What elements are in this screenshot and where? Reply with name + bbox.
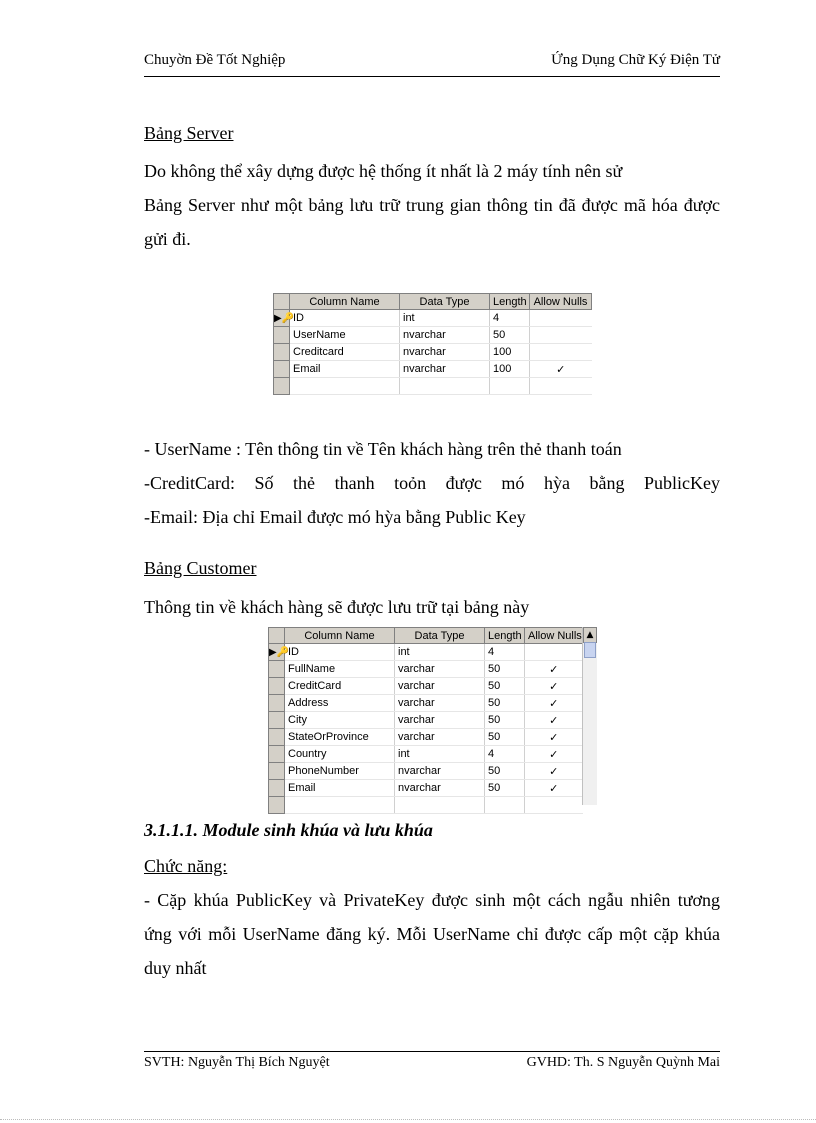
cell-column-name[interactable]: CreditCard (285, 678, 395, 695)
server-section-title: Bảng Server (144, 123, 234, 143)
row-selector[interactable] (269, 729, 285, 746)
cell-data-type[interactable]: int (395, 746, 485, 763)
table-row[interactable] (269, 661, 583, 678)
field-desc-email: -Email: Địa chỉ Email được mó hỳa bằng Public Key (144, 507, 526, 527)
column-header-allow-nulls[interactable]: Allow Nulls (530, 294, 592, 310)
cell-data-type[interactable]: nvarchar (400, 361, 490, 378)
cell-data-type[interactable]: int (400, 310, 490, 327)
cell-data-type[interactable]: int (395, 644, 485, 661)
cell-column-name[interactable]: Country (285, 746, 395, 763)
row-selector[interactable] (274, 327, 290, 344)
column-header-length[interactable]: Length (490, 294, 530, 310)
cell-data-type[interactable]: varchar (395, 695, 485, 712)
cell-allow-nulls[interactable] (530, 378, 592, 395)
header-left-title: Chuyờn Đề Tốt Nghiệp (144, 52, 286, 68)
server-desc-line3: gửi đi. (144, 229, 191, 249)
cell-allow-nulls[interactable] (530, 344, 592, 361)
cell-data-type[interactable]: varchar (395, 661, 485, 678)
cell-data-type[interactable]: varchar (395, 678, 485, 695)
cell-allow-nulls[interactable]: ✓ (525, 746, 583, 763)
cell-column-name[interactable]: PhoneNumber (285, 763, 395, 780)
cell-length[interactable]: 100 (490, 361, 530, 378)
table-row[interactable] (274, 378, 592, 395)
column-header-type[interactable]: Data Type (395, 628, 485, 644)
column-header-name[interactable]: Column Name (290, 294, 400, 310)
footer-student: SVTH: Nguyễn Thị Bích Nguyệt (144, 1055, 330, 1070)
scrollbar-thumb[interactable] (584, 642, 596, 658)
cell-length[interactable]: 50 (485, 763, 525, 780)
table-row[interactable] (269, 746, 583, 763)
table-row[interactable] (274, 361, 592, 378)
server-desc-line2: Bảng Server như một bảng lưu trữ trung gian thông tin đã được mã hóa được (144, 195, 720, 215)
row-selector[interactable] (269, 661, 285, 678)
table-row[interactable] (274, 327, 592, 344)
customer-grid-scrollbar[interactable] (582, 627, 597, 805)
header-rule (144, 76, 720, 77)
server-table-header-row (274, 294, 592, 310)
row-selector[interactable] (269, 763, 285, 780)
cell-data-type[interactable]: nvarchar (395, 763, 485, 780)
row-selector[interactable] (269, 797, 285, 814)
cell-allow-nulls[interactable]: ✓ (525, 763, 583, 780)
cell-length[interactable]: 4 (490, 310, 530, 327)
cell-allow-nulls[interactable] (525, 644, 583, 661)
cell-column-name[interactable]: City (285, 712, 395, 729)
cell-allow-nulls[interactable]: ✓ (525, 678, 583, 695)
cell-length[interactable]: 50 (485, 695, 525, 712)
row-selector-header (269, 628, 285, 644)
table-row[interactable] (269, 780, 583, 797)
row-selector[interactable] (269, 746, 285, 763)
row-selector[interactable] (274, 361, 290, 378)
table-row[interactable] (269, 729, 583, 746)
server-table-design-grid (273, 293, 592, 395)
cell-length[interactable]: 50 (485, 661, 525, 678)
row-selector[interactable] (274, 378, 290, 395)
function-subheading: Chức năng: (144, 856, 228, 876)
cell-column-name[interactable]: StateOrProvince (285, 729, 395, 746)
module-desc-line3: duy nhất (144, 958, 207, 978)
row-selector[interactable] (269, 695, 285, 712)
cell-column-name[interactable] (290, 378, 400, 395)
field-desc-username: - UserName : Tên thông tin về Tên khách hàng trên thẻ thanh toán (144, 439, 622, 459)
cell-column-name[interactable]: FullName (285, 661, 395, 678)
cell-column-name[interactable]: ID (285, 644, 395, 661)
cell-allow-nulls[interactable] (525, 797, 583, 814)
table-row[interactable] (269, 678, 583, 695)
footer-advisor: GVHD: Th. S Nguyễn Quỳnh Mai (526, 1055, 720, 1070)
row-selector[interactable] (269, 780, 285, 797)
cell-length[interactable]: 50 (485, 729, 525, 746)
footer-rule (144, 1051, 720, 1052)
cell-column-name[interactable]: Address (285, 695, 395, 712)
cell-data-type[interactable]: nvarchar (400, 327, 490, 344)
cell-data-type[interactable] (395, 797, 485, 814)
cell-length[interactable] (485, 797, 525, 814)
row-selector[interactable]: ▶🔑 (269, 644, 285, 661)
customer-table-header-row (269, 628, 583, 644)
cell-data-type[interactable]: varchar (395, 729, 485, 746)
cell-allow-nulls[interactable] (530, 327, 592, 344)
cell-allow-nulls[interactable]: ✓ (525, 695, 583, 712)
header-right-title: Ứng Dụng Chữ Ký Điện Tử (551, 52, 720, 68)
table-row[interactable] (269, 763, 583, 780)
cell-length[interactable]: 50 (490, 327, 530, 344)
customer-section-title: Bảng Customer (144, 558, 257, 578)
table-row[interactable] (274, 344, 592, 361)
column-header-length[interactable]: Length (485, 628, 525, 644)
cell-allow-nulls[interactable]: ✓ (525, 661, 583, 678)
cell-allow-nulls[interactable]: ✓ (525, 712, 583, 729)
cell-data-type[interactable]: nvarchar (395, 780, 485, 797)
customer-table-design-grid (268, 627, 583, 814)
cell-allow-nulls[interactable]: ✓ (525, 729, 583, 746)
cell-length[interactable]: 50 (485, 780, 525, 797)
table-row[interactable] (269, 712, 583, 729)
row-selector[interactable] (274, 344, 290, 361)
column-header-allow-nulls[interactable]: Allow Nulls (525, 628, 583, 644)
cell-length[interactable]: 4 (485, 746, 525, 763)
module-desc-line1: - Cặp khúa PublicKey và PrivateKey được sinh một cách ngẫu nhiên tương (144, 890, 720, 910)
cell-column-name[interactable]: Creditcard (290, 344, 400, 361)
row-selector-header (274, 294, 290, 310)
cell-column-name[interactable]: ID (290, 310, 400, 327)
table-row[interactable] (274, 310, 592, 327)
row-selector[interactable] (269, 678, 285, 695)
cell-length[interactable]: 50 (485, 678, 525, 695)
cell-allow-nulls[interactable]: ✓ (525, 780, 583, 797)
cell-length[interactable]: 50 (485, 712, 525, 729)
column-header-name[interactable]: Column Name (285, 628, 395, 644)
cell-column-name[interactable] (285, 797, 395, 814)
row-selector[interactable]: ▶🔑 (274, 310, 290, 327)
cell-data-type[interactable] (400, 378, 490, 395)
module-heading: 3.1.1.1. Module sinh khúa và lưu khúa (144, 820, 433, 840)
server-desc-line1: Do không thể xây dựng được hệ thống ít nhất là 2 máy tính nên sử (144, 161, 623, 181)
module-desc-line2: ứng với mỗi UserName đăng ký. Mỗi UserName chỉ được cấp một cặp khúa (144, 924, 720, 944)
cell-length[interactable]: 4 (485, 644, 525, 661)
scroll-up-icon[interactable]: ▲ (583, 627, 597, 643)
customer-desc-line1: Thông tin về khách hàng sẽ được lưu trữ tại bảng này (144, 597, 530, 617)
page-bottom-divider (0, 1119, 816, 1120)
field-desc-creditcard: -CreditCard: Số thẻ thanh toỏn được mó hỳa bằng PublicKey (144, 473, 720, 493)
cell-allow-nulls[interactable]: ✓ (530, 361, 592, 378)
table-row[interactable] (269, 644, 583, 661)
cell-length[interactable]: 100 (490, 344, 530, 361)
cell-column-name[interactable]: UserName (290, 327, 400, 344)
column-header-type[interactable]: Data Type (400, 294, 490, 310)
cell-data-type[interactable]: varchar (395, 712, 485, 729)
cell-allow-nulls[interactable] (530, 310, 592, 327)
table-row[interactable] (269, 797, 583, 814)
table-row[interactable] (269, 695, 583, 712)
cell-length[interactable] (490, 378, 530, 395)
cell-column-name[interactable]: Email (285, 780, 395, 797)
cell-column-name[interactable]: Email (290, 361, 400, 378)
cell-data-type[interactable]: nvarchar (400, 344, 490, 361)
row-selector[interactable] (269, 712, 285, 729)
